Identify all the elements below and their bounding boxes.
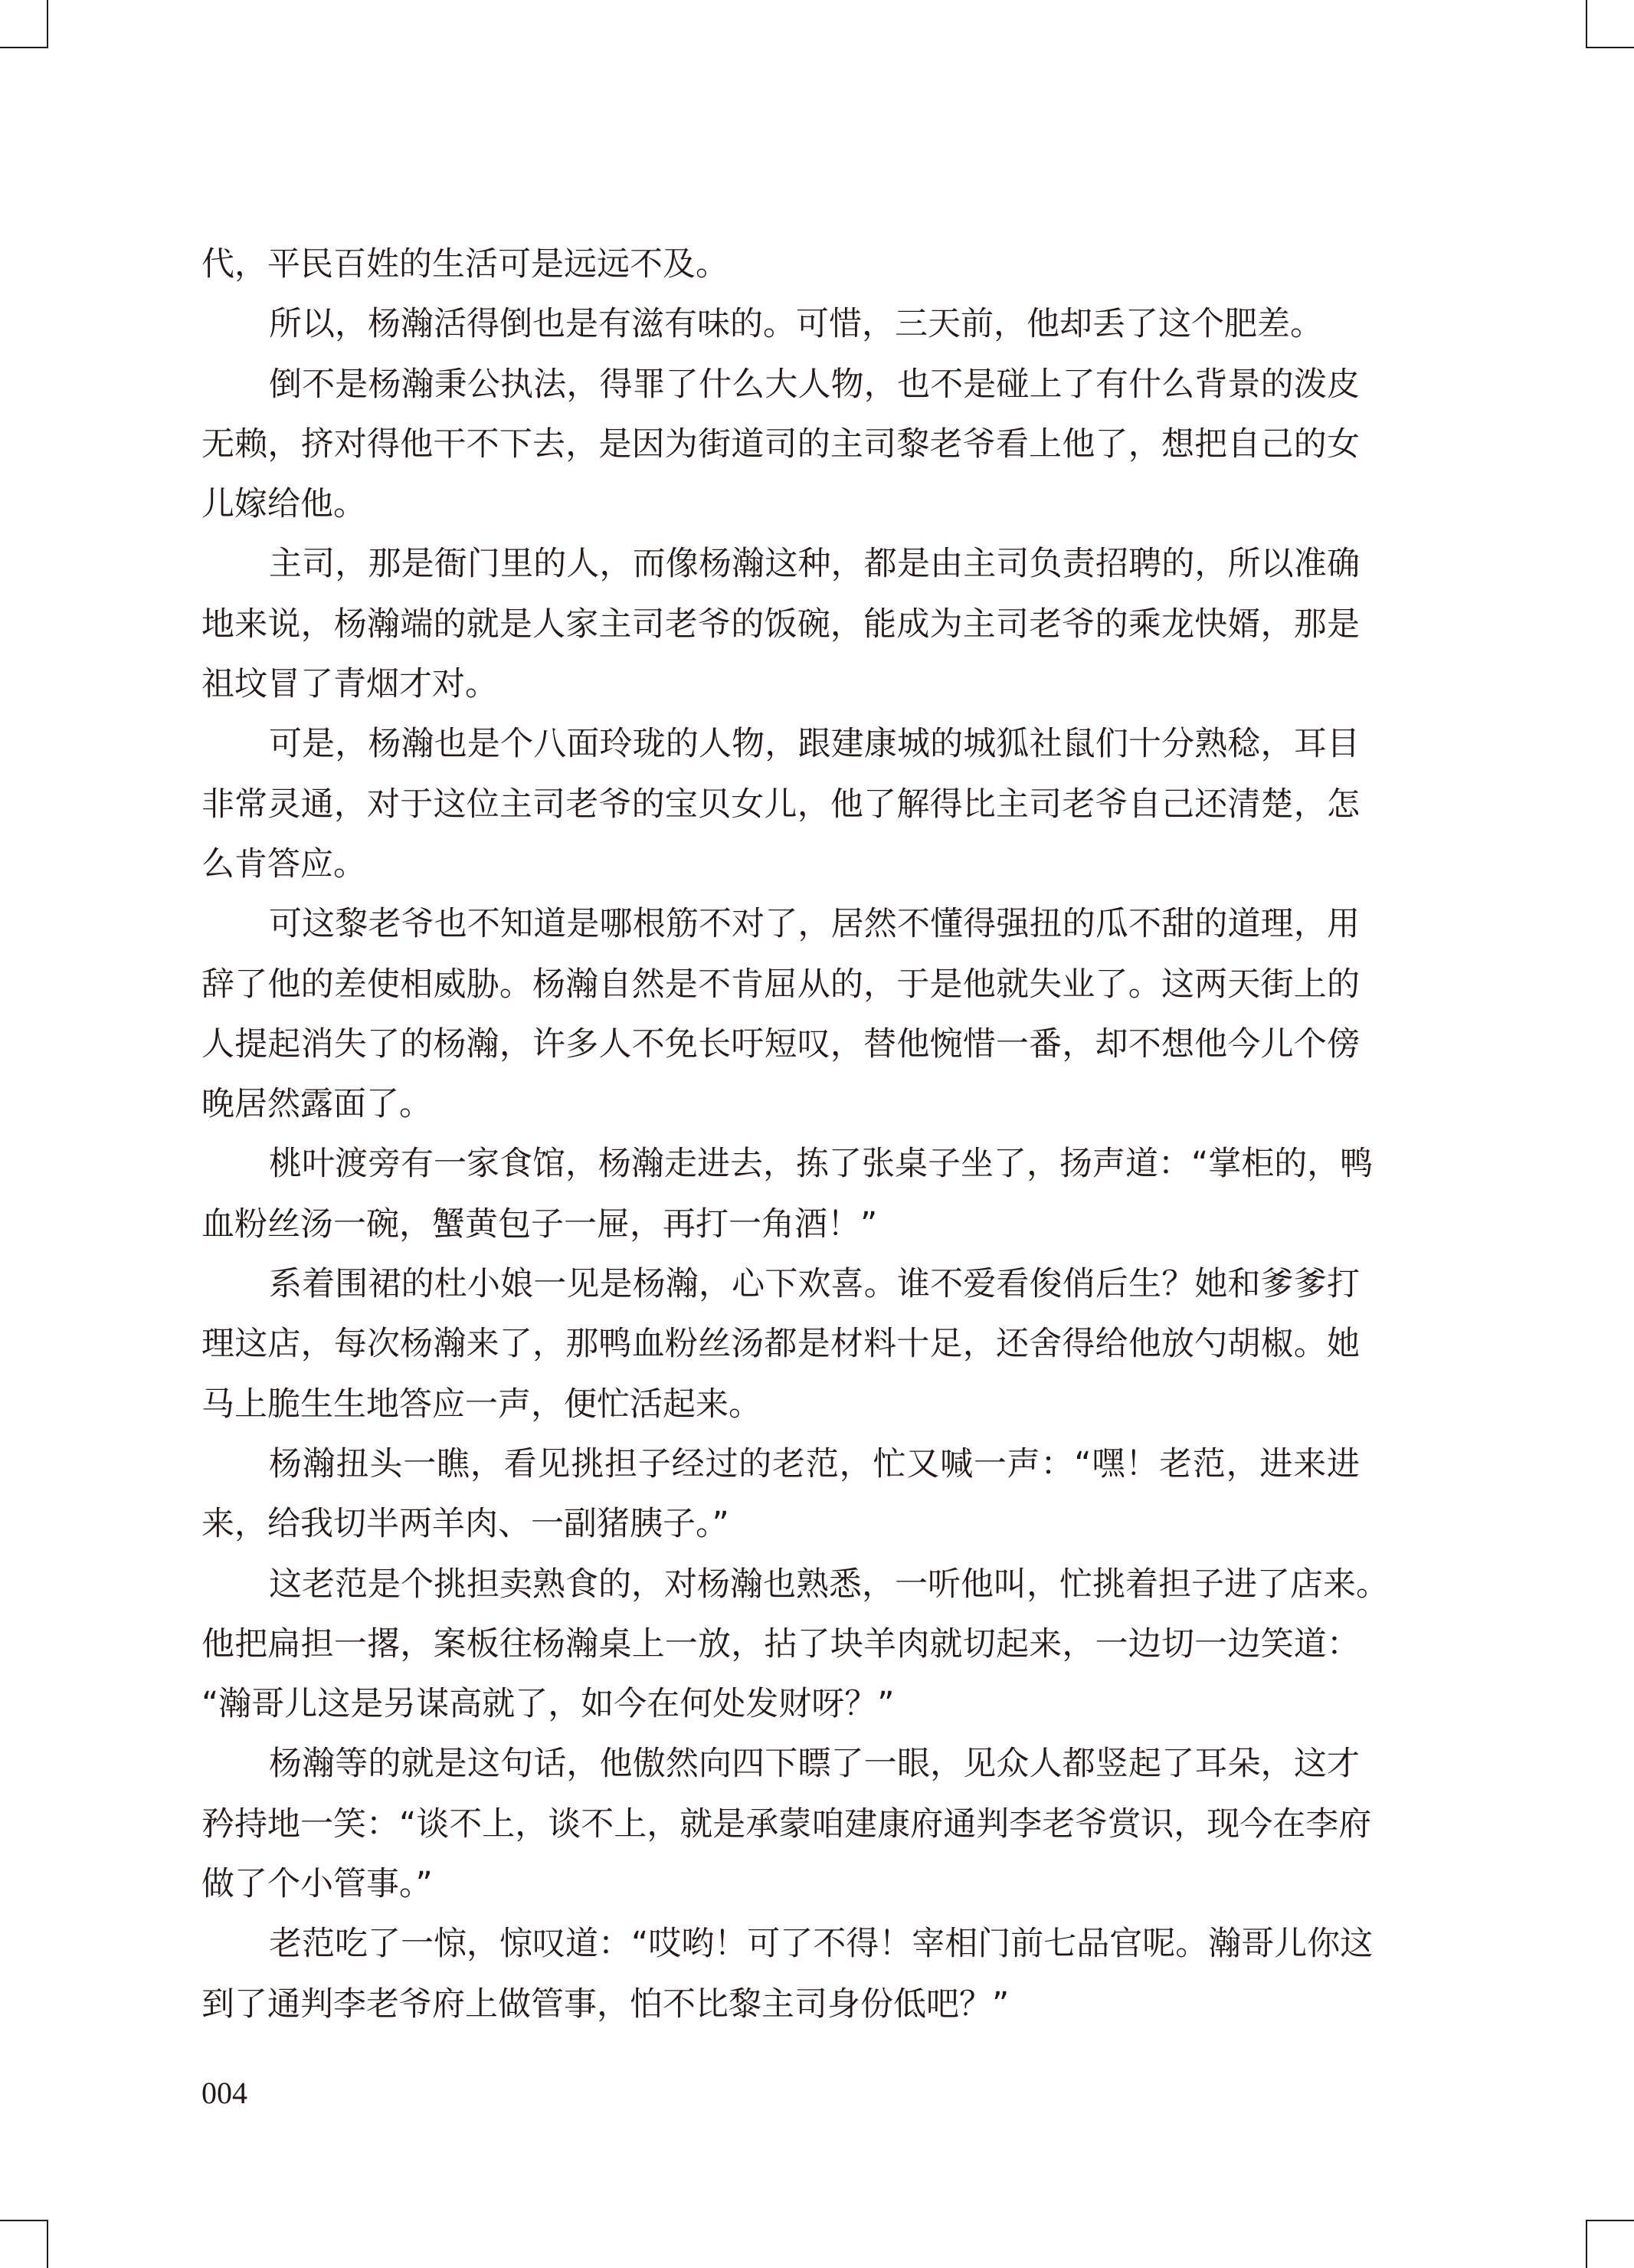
paragraph-first-line: 倒不是杨瀚秉公执法，得罪了什么大人物，也不是碰上了有什么背景的泼皮 xyxy=(269,365,1360,404)
text-line: 人提起消失了的杨瀚，许多人不免长吁短叹，替他惋惜一番，却不想他今儿个傍 xyxy=(201,1024,1360,1064)
text-line: 地来说，杨瀚端的就是人家主司老爷的饭碗，能成为主司老爷的乘龙快婿，那是 xyxy=(201,605,1360,644)
text-line: 祖坟冒了青烟才对。 xyxy=(201,665,498,704)
paragraph-first-line: 可是，杨瀚也是个八面玲珑的人物，跟建康城的城狐社鼠们十分熟稔，耳目 xyxy=(269,725,1360,764)
text-line: 非常灵通，对于这位主司老爷的宝贝女儿，他了解得比主司老爷自己还清楚，怎 xyxy=(201,785,1360,824)
page-number: 004 xyxy=(201,2076,247,2110)
crop-mark-top-left xyxy=(0,0,48,48)
body-text xyxy=(201,234,1389,2034)
text-line: 么肯答应。 xyxy=(201,844,366,883)
text-line: 做了个小管事。” xyxy=(201,1865,433,1904)
paragraph-first-line: 系着围裙的杜小娘一见是杨瀚，心下欢喜。谁不爱看俊俏后生？她和爹爹打 xyxy=(269,1265,1360,1304)
paragraph-first-line: 老范吃了一惊，惊叹道：“哎哟！可了不得！宰相门前七品官呢。瀚哥儿你这 xyxy=(269,1925,1374,1964)
paragraph-first-line: 桃叶渡旁有一家食馆，杨瀚走进去，拣了张桌子坐了，扬声道：“掌柜的，鸭 xyxy=(269,1145,1374,1184)
text-line: 无赖，挤对得他干不下去，是因为街道司的主司黎老爷看上他了，想把自己的女 xyxy=(201,424,1360,464)
text-line: 理这店，每次杨瀚来了，那鸭血粉丝汤都是材料十足，还舍得给他放勺胡椒。她 xyxy=(201,1325,1360,1364)
text-line: 辞了他的差使相威胁。杨瀚自然是不肯屈从的，于是他就失业了。这两天街上的 xyxy=(201,965,1360,1004)
text-line: 儿嫁给他。 xyxy=(201,485,366,524)
paragraph-first-line: 杨瀚扭头一瞧，看见挑担子经过的老范，忙又喊一声：“嘿！老范，进来进 xyxy=(269,1444,1360,1483)
paragraph-first-line: 杨瀚等的就是这句话，他傲然向四下瞟了一眼，见众人都竖起了耳朵，这才 xyxy=(269,1745,1360,1784)
paragraph-first-line: 这老范是个挑担卖熟食的，对杨瀚也熟悉，一听他叫，忙挑着担子进了店来。 xyxy=(269,1565,1389,1604)
crop-mark-top-right xyxy=(1586,0,1634,48)
text-line: 血粉丝汤一碗，蟹黄包子一屉，再打一角酒！” xyxy=(201,1204,878,1244)
crop-mark-bottom-right xyxy=(1586,2220,1634,2268)
crop-mark-bottom-left xyxy=(0,2220,48,2268)
paragraph-first-line: 主司，那是衙门里的人，而像杨瀚这种，都是由主司负责招聘的，所以准确 xyxy=(269,545,1360,584)
text-line: 矜持地一笑：“谈不上，谈不上，就是承蒙咱建康府通判李老爷赏识，现今在李府 xyxy=(201,1804,1372,1844)
text-line: “瀚哥儿这是另谋高就了，如今在何处发财呀？” xyxy=(201,1685,895,1724)
paragraph-first-line: 所以，杨瀚活得倒也是有滋有味的。可惜，三天前，他却丢了这个肥差。 xyxy=(269,305,1323,344)
text-line: 到了通判李老爷府上做管事，怕不比黎主司身份低吧？” xyxy=(201,1984,1010,2024)
text-line: 晚居然露面了。 xyxy=(201,1085,432,1124)
text-line: 马上脆生生地答应一声，便忙活起来。 xyxy=(201,1385,761,1424)
paragraph-first-line: 可这黎老爷也不知道是哪根筋不对了，居然不懂得强扭的瓜不甜的道理，用 xyxy=(269,905,1360,944)
text-line: 来，给我切半两羊肉、一副猪胰子。” xyxy=(201,1505,729,1544)
text-line: 他把扁担一撂，案板往杨瀚桌上一放，拈了块羊肉就切起来，一边切一边笑道： xyxy=(201,1624,1360,1663)
text-line: 代，平民百姓的生活可是远远不及。 xyxy=(201,245,729,284)
